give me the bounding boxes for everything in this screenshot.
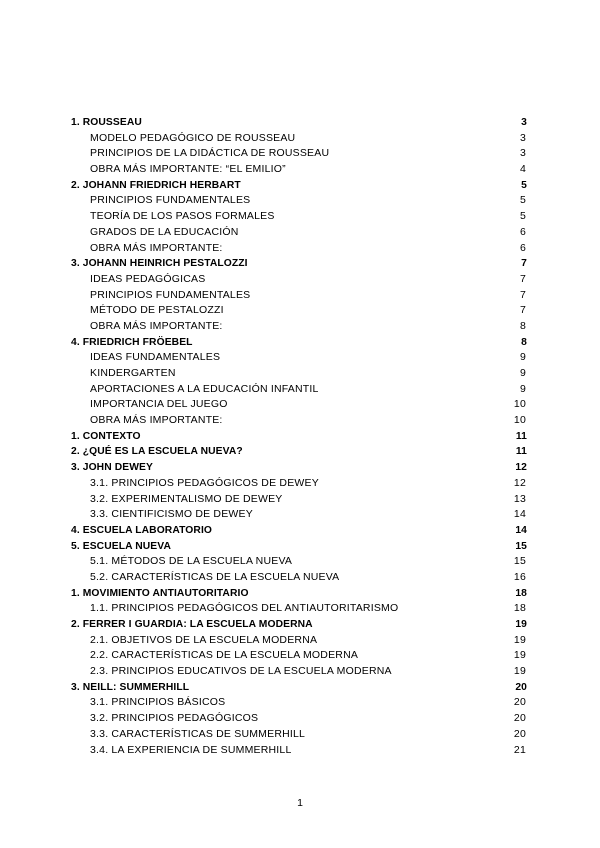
toc-section-entry[interactable] [71, 444, 527, 460]
toc-subsection-entry[interactable] [71, 507, 527, 523]
toc-subsection-entry[interactable] [71, 648, 527, 664]
toc-section-entry[interactable] [71, 178, 527, 194]
toc-entry-title: IDEAS PEDAGÓGICAS [90, 272, 206, 285]
toc-entry-title: IDEAS FUNDAMENTALES [90, 351, 221, 364]
toc-entry-page: 11 [515, 446, 527, 458]
toc-entry-page: 20 [513, 696, 526, 709]
toc-section-entry[interactable] [71, 523, 527, 539]
toc-entry-title: 4. ESCUELA LABORATORIO [71, 524, 213, 536]
toc-entry-page: 20 [515, 681, 527, 693]
toc-entry-page: 16 [513, 570, 526, 583]
toc-subsection-entry[interactable] [71, 743, 527, 759]
toc-entry-title: 3.2. PRINCIPIOS PEDAGÓGICOS [90, 712, 259, 725]
toc-entry-page: 21 [513, 743, 526, 756]
toc-entry-page: 15 [515, 540, 527, 552]
toc-entry-title: MÉTODO DE PESTALOZZI [90, 304, 224, 317]
toc-entry-title: 5.1. MÉTODOS DE LA ESCUELA NUEVA [90, 555, 293, 568]
toc-entry-page: 6 [519, 225, 526, 238]
toc-entry-title: 3.3. CIENTIFICISMO DE DEWEY [90, 508, 253, 521]
toc-entry-title: MODELO PEDAGÓGICO DE ROUSSEAU [90, 131, 296, 144]
toc-subsection-entry[interactable] [71, 601, 527, 617]
toc-entry-page: 19 [515, 619, 527, 630]
toc-entry-page: 9 [519, 382, 526, 395]
toc-subsection-entry[interactable] [71, 664, 527, 680]
toc-section-entry[interactable] [71, 335, 527, 351]
toc-entry-title: 3. JOHANN HEINRICH PESTALOZZI [71, 258, 248, 270]
toc-entry-title: GRADOS DE LA EDUCACIÓN [90, 225, 239, 238]
toc-entry-title: 2.2. CARACTERÍSTICAS DE LA ESCUELA MODERNA [90, 649, 359, 662]
toc-section-entry[interactable] [71, 680, 527, 696]
toc-entry-page: 13 [513, 492, 526, 505]
toc-entry-page: 7 [519, 304, 526, 317]
toc-subsection-entry[interactable] [71, 241, 527, 257]
toc-subsection-entry[interactable] [71, 476, 527, 492]
toc-entry-page: 14 [515, 524, 527, 536]
toc-entry-page: 12 [515, 462, 527, 474]
toc-entry-title: 3.1. PRINCIPIOS PEDAGÓGICOS DE DEWEY [90, 476, 319, 489]
toc-subsection-entry[interactable] [71, 727, 527, 743]
toc-entry-title: OBRA MÁS IMPORTANTE: [90, 241, 223, 254]
toc-entry-page: 5 [519, 210, 526, 223]
toc-entry-title: 3. NEILL: SUMMERHILL [71, 681, 190, 693]
toc-entry-page: 20 [513, 727, 526, 740]
toc-entry-page: 14 [513, 508, 526, 521]
toc-entry-title: KINDERGARTEN [90, 367, 176, 379]
toc-entry-title: 3.3. CARACTERÍSTICAS DE SUMMERHILL [90, 727, 306, 740]
toc-subsection-entry[interactable] [71, 633, 527, 649]
toc-subsection-entry[interactable] [71, 272, 527, 288]
toc-entry-title: 2. FERRER I GUARDIA: LA ESCUELA MODERNA [71, 619, 313, 630]
toc-section-entry[interactable] [71, 429, 527, 445]
toc-entry-page: 9 [519, 367, 526, 379]
toc-entry-title: 1. ROUSSEAU [71, 117, 142, 128]
toc-entry-page: 8 [519, 319, 526, 332]
toc-entry-title: OBRA MÁS IMPORTANTE: [90, 319, 223, 332]
toc-subsection-entry[interactable] [71, 554, 527, 570]
toc-subsection-entry[interactable] [71, 492, 527, 508]
toc-entry-page: 11 [515, 430, 527, 442]
toc-entry-page: 3 [519, 147, 526, 160]
toc-section-entry[interactable] [71, 460, 527, 476]
toc-entry-page: 9 [519, 351, 526, 364]
toc-entry-page: 19 [513, 665, 526, 678]
toc-subsection-entry[interactable] [71, 225, 527, 241]
toc-entry-title: 2.1. OBJETIVOS DE LA ESCUELA MODERNA [90, 633, 318, 646]
toc-section-entry[interactable] [71, 115, 527, 131]
toc-entry-page: 5 [521, 179, 527, 191]
toc-entry-page: 10 [513, 414, 526, 427]
toc-subsection-entry[interactable] [71, 570, 527, 586]
toc-entry-page: 18 [515, 587, 527, 599]
toc-subsection-entry[interactable] [71, 146, 527, 162]
toc-section-entry[interactable] [71, 539, 527, 555]
toc-subsection-entry[interactable] [71, 288, 527, 304]
toc-entry-title: TEORÍA DE LOS PASOS FORMALES [90, 210, 275, 223]
toc-section-entry[interactable] [71, 617, 527, 633]
toc-subsection-entry[interactable] [71, 319, 527, 335]
toc-entry-title: PRINCIPIOS DE LA DIDÁCTICA DE ROUSSEAU [90, 147, 330, 160]
toc-entry-page: 6 [519, 241, 526, 254]
toc-entry-page: 5 [519, 194, 526, 207]
toc-entry-title: PRINCIPIOS FUNDAMENTALES [90, 194, 251, 207]
toc-subsection-entry[interactable] [71, 131, 527, 147]
toc-subsection-entry[interactable] [71, 303, 527, 319]
toc-entry-page: 7 [519, 272, 526, 285]
toc-entry-page: 19 [513, 649, 526, 662]
toc-subsection-entry[interactable] [71, 209, 527, 225]
toc-subsection-entry[interactable] [71, 366, 527, 382]
toc-entry-page: 10 [513, 398, 526, 411]
toc-entry-title: 3.1. PRINCIPIOS BÁSICOS [90, 696, 226, 709]
table-of-contents [71, 115, 527, 758]
toc-entry-page: 8 [521, 336, 527, 348]
toc-entry-title: 3. JOHN DEWEY [71, 462, 153, 474]
toc-entry-title: APORTACIONES A LA EDUCACIÓN INFANTIL [90, 382, 319, 395]
toc-entry-page: 3 [519, 131, 526, 144]
toc-entry-title: 2.3. PRINCIPIOS EDUCATIVOS DE LA ESCUELA MODERNA [90, 665, 392, 678]
toc-entry-title: 1. CONTEXTO [71, 430, 141, 442]
toc-subsection-entry[interactable] [71, 397, 527, 413]
toc-entry-title: 2. ¿QUÉ ES LA ESCUELA NUEVA? [71, 446, 243, 458]
toc-entry-page: 20 [513, 712, 526, 725]
toc-subsection-entry[interactable] [71, 382, 527, 398]
toc-subsection-entry[interactable] [71, 413, 527, 429]
toc-subsection-entry[interactable] [71, 711, 527, 727]
toc-entry-title: IMPORTANCIA DEL JUEGO [90, 398, 228, 411]
toc-entry-page: 19 [513, 633, 526, 646]
toc-entry-title: 1.1. PRINCIPIOS PEDAGÓGICOS DEL ANTIAUTORITARISMO [90, 602, 399, 615]
toc-section-entry[interactable] [71, 256, 527, 272]
toc-entry-title: 5. ESCUELA NUEVA [71, 540, 172, 552]
toc-entry-title: OBRA MÁS IMPORTANTE: “EL EMILIO” [90, 163, 286, 176]
toc-entry-title: 4. FRIEDRICH FRÖEBEL [71, 336, 193, 348]
toc-entry-page: 15 [513, 555, 526, 568]
toc-subsection-entry[interactable] [71, 695, 527, 711]
toc-entry-title: 3.2. EXPERIMENTALISMO DE DEWEY [90, 492, 283, 505]
toc-entry-page: 7 [521, 258, 527, 270]
toc-entry-title: 1. MOVIMIENTO ANTIAUTORITARIO [71, 587, 249, 599]
toc-entry-page: 4 [519, 163, 526, 176]
toc-subsection-entry[interactable] [71, 162, 527, 178]
toc-entry-title: 2. JOHANN FRIEDRICH HERBART [71, 179, 241, 191]
toc-entry-title: OBRA MÁS IMPORTANTE: [90, 414, 223, 427]
toc-subsection-entry[interactable] [71, 193, 527, 209]
toc-entry-page: 12 [513, 476, 526, 489]
toc-entry-title: 3.4. LA EXPERIENCIA DE SUMMERHILL [90, 743, 292, 756]
page-number: 1 [297, 797, 303, 809]
toc-entry-page: 7 [519, 288, 526, 301]
toc-entry-page: 3 [521, 117, 527, 128]
toc-entry-page: 18 [513, 602, 526, 615]
toc-subsection-entry[interactable] [71, 350, 527, 366]
toc-entry-title: PRINCIPIOS FUNDAMENTALES [90, 288, 251, 301]
toc-entry-title: 5.2. CARACTERÍSTICAS DE LA ESCUELA NUEVA [90, 570, 340, 583]
toc-section-entry[interactable] [71, 586, 527, 602]
